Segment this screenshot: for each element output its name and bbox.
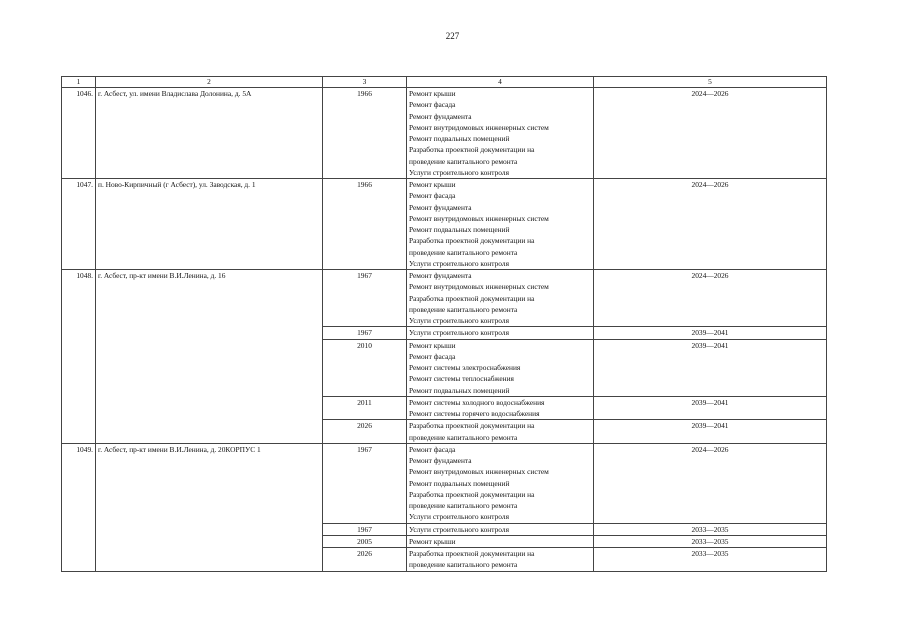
work-item: Ремонт фасада — [409, 351, 456, 361]
work-item: Ремонт фундамента — [409, 111, 472, 121]
building-address: г. Асбест, ул. имени Владислава Долонина, д. 5А — [96, 88, 323, 179]
table-row — [62, 88, 827, 179]
building-address: г. Асбест, пр-кт имени В.И.Ленина, д. 16 — [96, 270, 323, 444]
period-cell: 2039—2041 — [594, 339, 827, 396]
year-cell: 1966 — [323, 88, 407, 179]
work-item: Услуги строительного контроля — [409, 328, 509, 338]
work-item: Разработка проектной документации на — [409, 549, 535, 558]
work-item: Услуги строительного контроля — [409, 258, 509, 268]
works-cell — [407, 270, 594, 327]
table-row — [62, 443, 827, 523]
works-cell — [407, 179, 594, 270]
work-item: Разработка проектной документации на — [409, 421, 535, 431]
year-cell: 2026 — [323, 548, 407, 572]
work-item: проведение капитального ремонта — [409, 247, 518, 257]
work-item: Ремонт внутридомовых инженерных систем — [409, 467, 549, 477]
work-item: Ремонт крыши — [409, 180, 456, 189]
period-cell: 2039—2041 — [594, 396, 827, 420]
work-item: Ремонт внутридомовых инженерных систем — [409, 282, 549, 292]
table-row — [62, 270, 827, 327]
work-item: Ремонт внутридомовых инженерных систем — [409, 213, 549, 223]
work-item: проведение капитального ремонта — [409, 156, 518, 166]
period-cell: 2033—2035 — [594, 535, 827, 547]
record-number: 1048. — [62, 270, 96, 444]
work-item: проведение капитального ремонта — [409, 432, 518, 442]
work-item: Ремонт фасада — [409, 191, 456, 201]
table-row — [62, 179, 827, 270]
year-cell: 1967 — [323, 443, 407, 523]
work-item: проведение капитального ремонта — [409, 560, 518, 570]
record-number: 1049. — [62, 443, 96, 571]
work-item: Ремонт подвальных помещений — [409, 478, 510, 488]
work-item: Ремонт крыши — [409, 89, 456, 98]
period-cell: 2033—2035 — [594, 523, 827, 535]
works-cell — [407, 339, 594, 396]
work-item: Разработка проектной документации на — [409, 236, 535, 246]
year-cell: 2011 — [323, 396, 407, 420]
work-item: Разработка проектной документации на — [409, 145, 535, 155]
column-header-5: 5 — [594, 77, 827, 88]
year-cell: 1967 — [323, 327, 407, 339]
works-cell — [407, 443, 594, 523]
period-cell: 2024—2026 — [594, 88, 827, 179]
year-cell: 1967 — [323, 523, 407, 535]
column-number-row — [62, 77, 827, 88]
column-header-1: 1 — [62, 77, 96, 88]
work-item: Услуги строительного контроля — [409, 316, 509, 325]
work-item: Ремонт подвальных помещений — [409, 134, 510, 143]
work-item: Ремонт системы электроснабжения — [409, 363, 521, 372]
works-cell — [407, 420, 594, 444]
work-item: Ремонт фасада — [409, 444, 456, 454]
building-address: п. Ново-Кирпичный (г Асбест), ул. Заводская, д. 1 — [96, 179, 323, 270]
year-cell: 2010 — [323, 339, 407, 396]
works-cell — [407, 327, 594, 339]
work-item: Ремонт фасада — [409, 100, 456, 110]
year-cell: 1966 — [323, 179, 407, 270]
period-cell: 2033—2035 — [594, 548, 827, 572]
year-cell: 2005 — [323, 535, 407, 547]
period-cell: 2024—2026 — [594, 270, 827, 327]
column-header-2: 2 — [96, 77, 323, 88]
work-item: Разработка проектной документации на — [409, 489, 535, 499]
year-cell: 1967 — [323, 270, 407, 327]
work-item: Ремонт системы горячего водоснабжения — [409, 409, 540, 418]
work-item: Ремонт крыши — [409, 340, 456, 350]
work-item: Разработка проектной документации на — [409, 293, 535, 303]
building-address: г. Асбест, пр-кт имени В.И.Ленина, д. 20КОРПУС 1 — [96, 443, 323, 571]
work-item: проведение капитального ремонта — [409, 501, 518, 510]
work-item: Ремонт подвальных помещений — [409, 225, 510, 234]
work-item: Ремонт фундамента — [409, 456, 472, 465]
works-cell — [407, 535, 594, 547]
period-cell: 2024—2026 — [594, 179, 827, 270]
column-header-3: 3 — [323, 77, 407, 88]
page-number: 227 — [445, 31, 460, 41]
work-item: Услуги строительного контроля — [409, 512, 509, 522]
table-body — [62, 88, 827, 572]
work-item: Ремонт системы теплоснабжения — [409, 374, 514, 384]
work-item: Ремонт системы холодного водоснабжения — [409, 397, 545, 407]
work-item: Ремонт фундамента — [409, 202, 472, 212]
works-cell — [407, 523, 594, 535]
record-number: 1046. — [62, 88, 96, 179]
repair-schedule-table — [61, 76, 827, 572]
work-item: Услуги строительного контроля — [409, 167, 509, 177]
work-item: Ремонт фундамента — [409, 271, 472, 280]
period-cell: 2039—2041 — [594, 420, 827, 444]
works-cell — [407, 88, 594, 179]
column-header-4: 4 — [407, 77, 594, 88]
work-item: проведение капитального ремонта — [409, 304, 518, 314]
year-cell: 2026 — [323, 420, 407, 444]
work-item: Ремонт подвальных помещений — [409, 385, 510, 395]
work-item: Ремонт крыши — [409, 536, 456, 546]
record-number: 1047. — [62, 179, 96, 270]
period-cell: 2024—2026 — [594, 443, 827, 523]
works-cell — [407, 548, 594, 572]
work-item: Услуги строительного контроля — [409, 524, 509, 534]
works-cell — [407, 396, 594, 420]
work-item: Ремонт внутридомовых инженерных систем — [409, 122, 549, 132]
period-cell: 2039—2041 — [594, 327, 827, 339]
